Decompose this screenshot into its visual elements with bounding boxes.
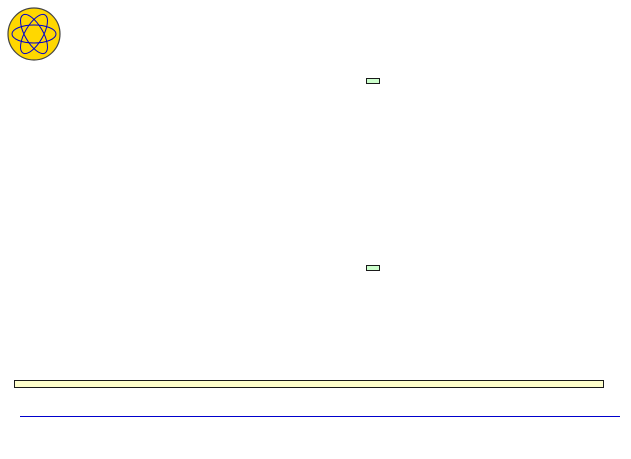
- footer: [20, 424, 70, 436]
- f2-high-q2-box: [366, 78, 380, 84]
- aleph-l3-notice: [14, 380, 604, 388]
- f2-vs-x-chart: [28, 60, 333, 210]
- f2-vs-q2-chart: [28, 222, 333, 370]
- mpi-logo: [6, 6, 62, 62]
- footer-divider: [20, 416, 620, 417]
- f2-evolution-box: [366, 265, 380, 271]
